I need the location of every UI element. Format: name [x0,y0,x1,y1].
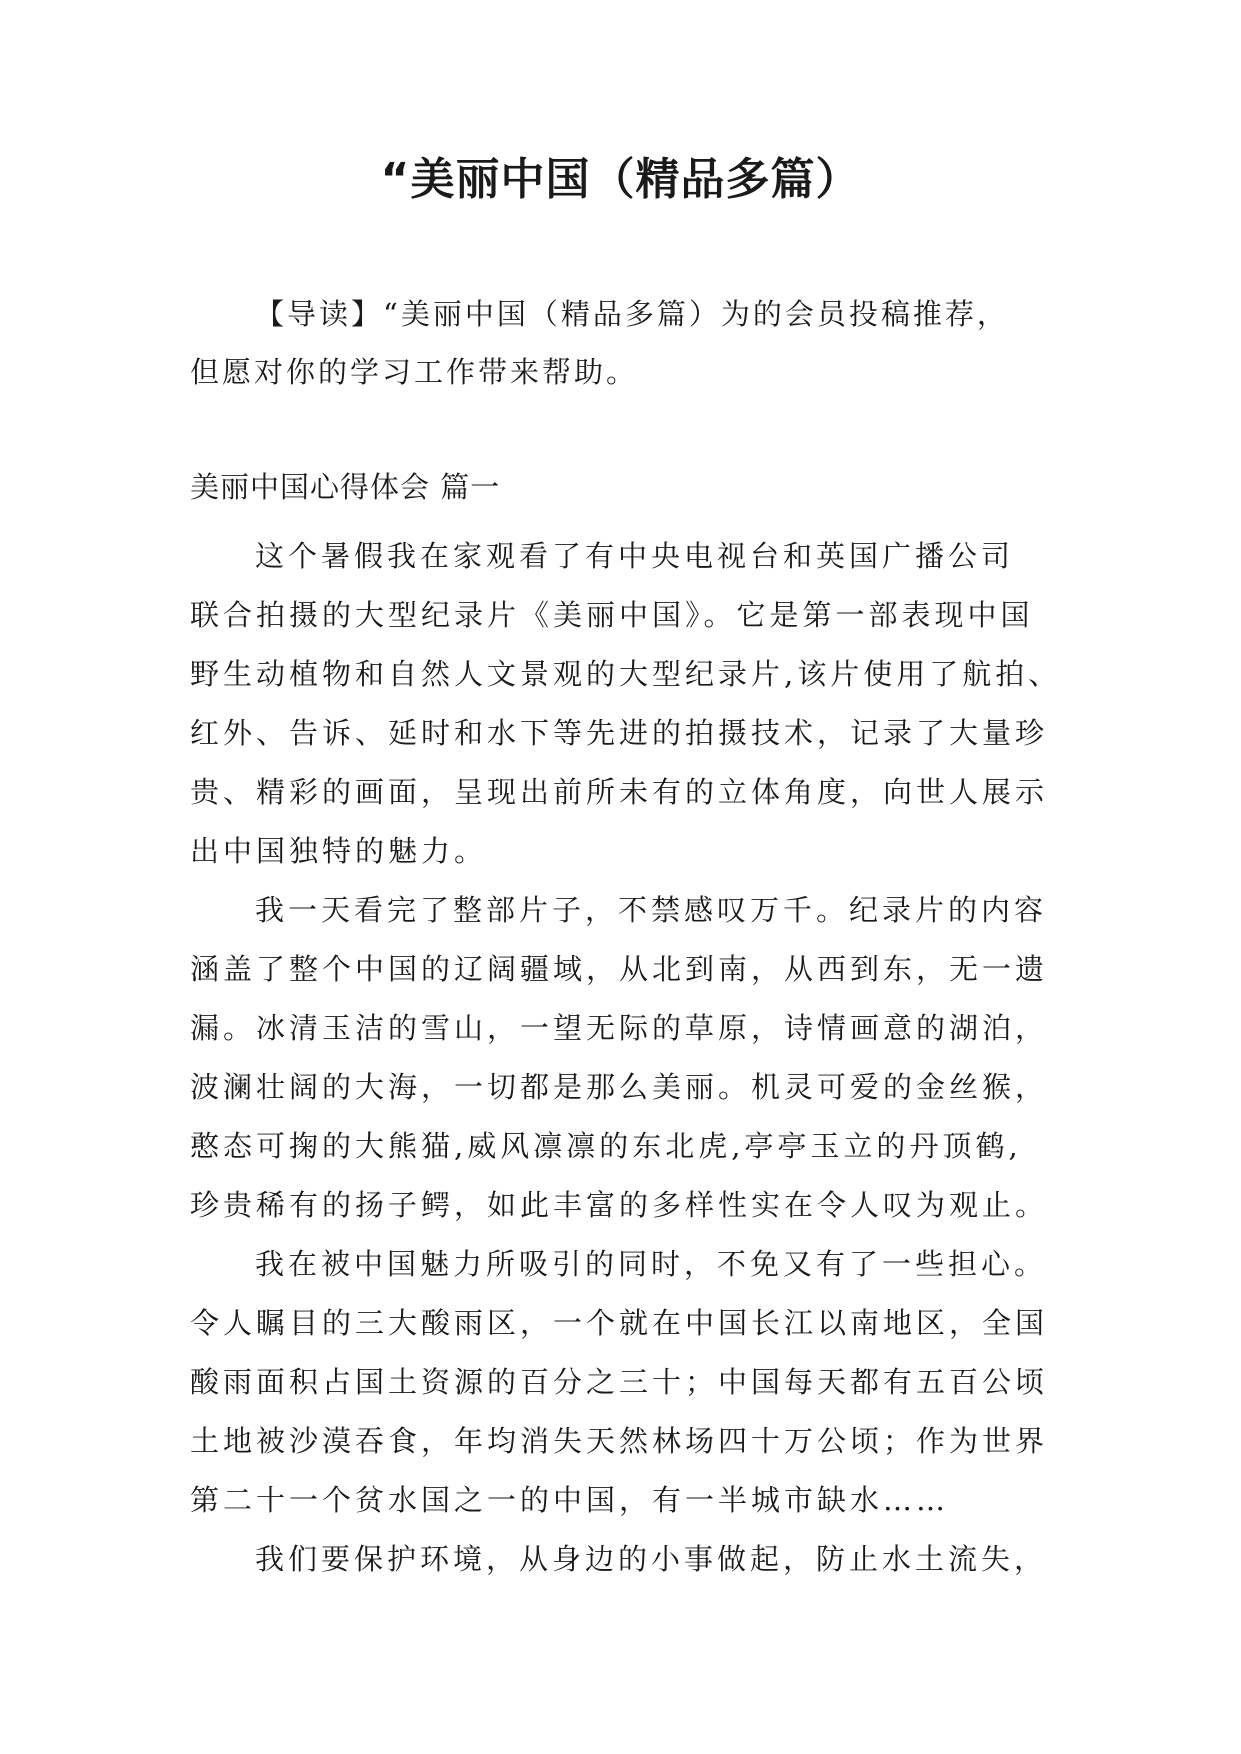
paragraph-1-line-3: 野生动植物和自然人文景观的大型纪录片,该片使用了航拍、 [190,657,1062,691]
paragraph-2-line-1: 我一天看完了整部片子，不禁感叹万千。纪录片的内容 [255,893,1048,927]
paragraph-4-line-1: 我们要保护环境，从身边的小事做起，防止水土流失， [255,1542,1048,1576]
paragraph-2-line-6: 珍贵稀有的扬子鳄，如此丰富的多样性实在令人叹为观止。 [190,1188,1049,1222]
paragraph-1-line-2: 联合拍摄的大型纪录片《美丽中国》。它是第一部表现中国 [190,598,1034,632]
paragraph-3-line-1: 我在被中国魅力所吸引的同时，不免又有了一些担心。 [255,1247,1048,1281]
paragraph-3-line-3: 酸雨面积占国土资源的百分之三十；中国每天都有五百公顷 [190,1365,1049,1399]
paragraph-2-line-4: 波澜壮阔的大海，一切都是那么美丽。机灵可爱的金丝猴， [190,1070,1049,1104]
paragraph-1-line-5: 贵、精彩的画面，呈现出前所未有的立体角度，向世人展示 [190,775,1049,809]
paragraph-3-line-4: 土地被沙漠吞食，年均消失天然林场四十万公顷；作为世界 [190,1424,1049,1458]
paragraph-1-line-1: 这个暑假我在家观看了有中央电视台和英国广播公司 [255,539,1015,573]
intro-line-2: 但愿对你的学习工作带来帮助。 [190,355,639,389]
intro-paragraph [190,285,1070,401]
paragraph-3-line-5: 第二十一个贫水国之一的中国，有一半城市缺水…… [190,1483,950,1517]
paragraph-3-line-2: 令人瞩目的三大酸雨区，一个就在中国长江以南地区，全国 [190,1306,1049,1340]
paragraph-1-line-6: 出中国独特的魅力。 [190,834,488,868]
section-heading: 美丽中国心得体会 篇一 [190,470,501,504]
paragraph-2-line-3: 漏。冰清玉洁的雪山，一望无际的草原，诗情画意的湖泊， [190,1011,1049,1045]
paragraph-2-line-2: 涵盖了整个中国的辽阔疆域，从北到南，从西到东，无一遗 [190,952,1049,986]
intro-line-1: 【导读】“美丽中国（精品多篇）为的会员投稿推荐， [255,297,1009,331]
document-title: “美丽中国（精品多篇） [380,154,861,205]
body-text [190,527,1090,1589]
paragraph-1-line-4: 红外、告诉、延时和水下等先进的拍摄技术，记录了大量珍 [190,716,1049,750]
paragraph-2-line-5: 憨态可掬的大熊猫,威风凛凛的东北虎,亭亭玉立的丹顶鹤, [190,1129,1022,1163]
